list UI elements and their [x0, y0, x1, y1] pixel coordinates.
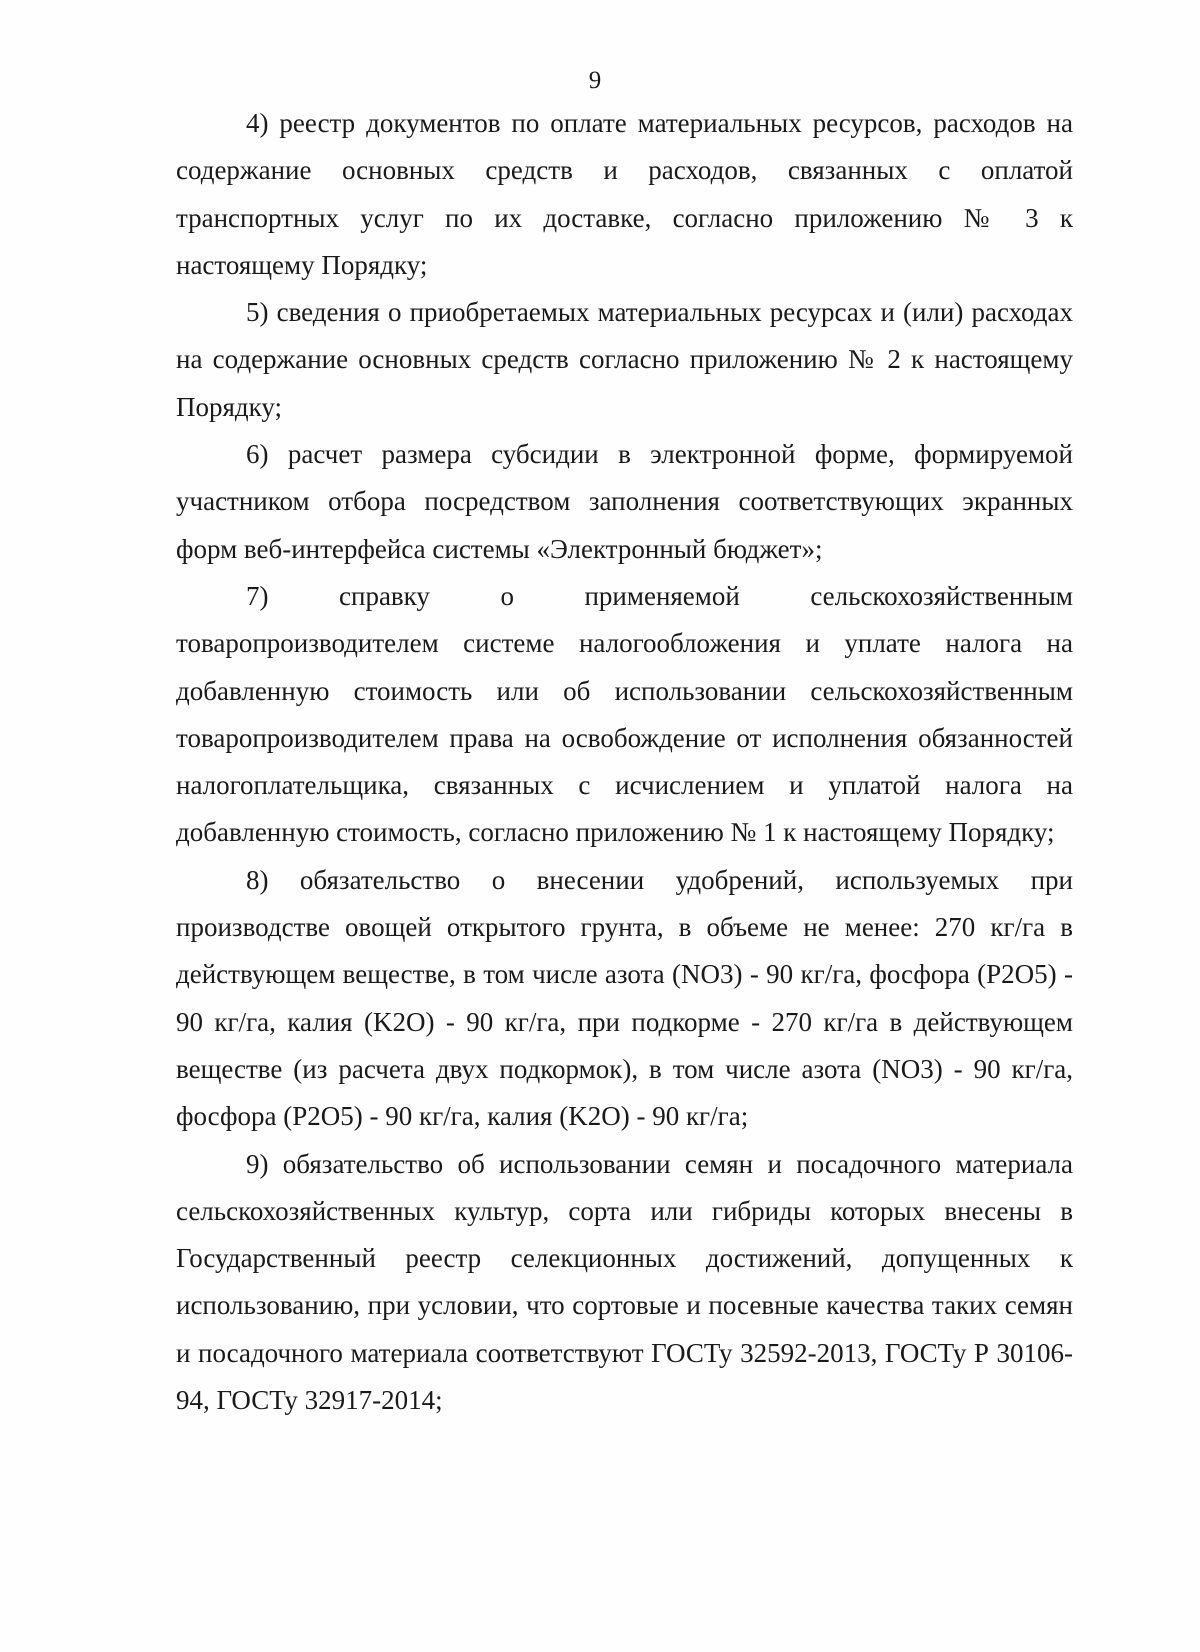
- paragraph-item-7: 7) справку о применяемой сельскохозяйственным товаропроизводителем системе налогообложения и уплате налога на добавленную стоимость или об использовании сельскохозяйственным товаропроизводителем права на освобождение от исполнения обязанностей налогоплательщика, связанных с исчислением и уплатой налога на добавленную стоимость, согласно приложению № 1 к настоящему Порядку;: [176, 580, 1073, 848]
- page-number: 9: [588, 67, 602, 94]
- paragraph-item-4: 4) реестр документов по оплате материальных ресурсов, расходов на содержание основных средств и расходов, связанных с оплатой транспортных услуг по их доставке, согласно приложению № 3 к настоящему Порядку;: [176, 108, 1073, 280]
- paragraph-item-9: 9) обязательство об использовании семян и посадочного материала сельскохозяйственных культур, сорта или гибриды которых внесены в Государственный реестр селекционных достижений, допущенных к использованию, при условии, что сортовые и посевные качества таких семян и посадочного материала соответствуют ГОСТу 32592-2013, ГОСТу Р 30106-94, ГОСТу 32917-2014;: [176, 1148, 1073, 1416]
- paragraph-item-8: 8) обязательство о внесении удобрений, используемых при производстве овощей открытого грунта, в объеме не менее: 270 кг/га в действующем веществе, в том числе азота (NO3) - 90 кг/га, фосфора (P2O5) - 90 кг/га, калия (K2O) - 90 кг/га, при подкорме - 270 кг/га в действующем веществе (из расчета двух подкормок), в том числе азота (NO3) - 90 кг/га, фосфора (P2O5) - 90 кг/га, калия (K2O) - 90 кг/га;: [176, 864, 1073, 1132]
- document-body: [176, 100, 1073, 1424]
- paragraph-item-6: 6) расчет размера субсидии в электронной форме, формируемой участником отбора посредством заполнения соответствующих экранных форм веб-интерфейса системы «Электронный бюджет»;: [176, 439, 1073, 564]
- paragraph-item-5: 5) сведения о приобретаемых материальных ресурсах и (или) расходах на содержание основных средств согласно приложению № 2 к настоящему Порядку;: [176, 297, 1073, 422]
